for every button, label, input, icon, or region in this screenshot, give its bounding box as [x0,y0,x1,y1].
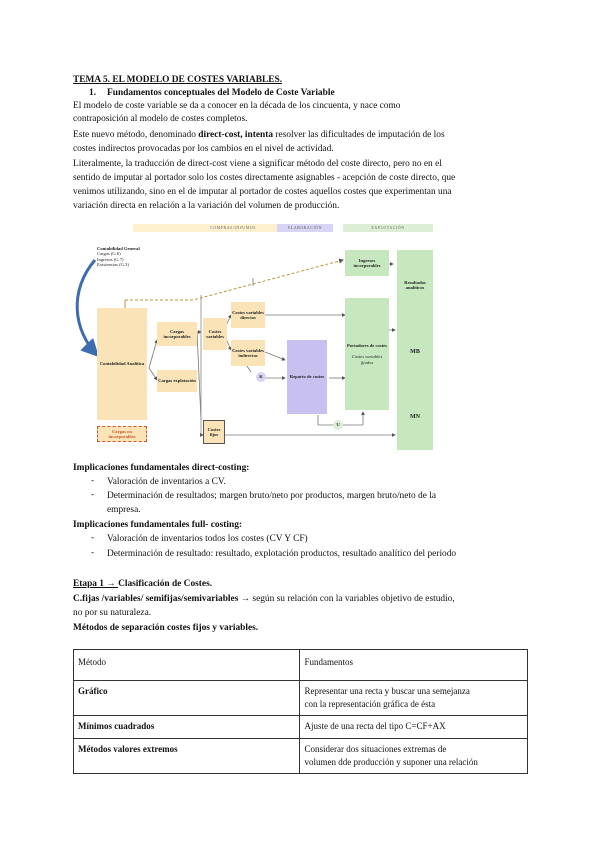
cfijos-line: C.fijas /variables/ semifijas/semivariables → según su relación con la variables objetivo de estudio, [73,594,455,604]
page-title: TEMA 5. EL MODELO DE COSTES VARIABLES. [73,75,283,85]
u-circle: U [333,420,343,430]
paragraph-line: contraposición al modelo de costes completos. [73,114,248,124]
contab-general-line: Ingresos (G.7) [97,256,124,262]
section-number: 1. [89,88,97,98]
paragraph-line: Literalmente, la traducción de direct-cost viene a significar método del coste directo, pero no en el [73,159,442,169]
ingresos-inc-box: Ingresos incorporables [345,250,389,276]
table-cell-fundamento: Representar una recta y buscar una semejanza con la representación gráfica de ésta [300,681,528,716]
cv-directos-box: Costes variables directos [231,302,265,328]
paragraph-line: venimos utilizando, sino en el de imputar al portador de costes aquellos costes que experimentan una [73,187,452,197]
bullet-dash: - [91,533,95,543]
resultados-title: Resultados analíticos [404,279,426,291]
table-cell-fundamento: Ajuste de una recta del tipo C=CF+AX [300,716,528,739]
impl-full-heading: Implicaciones fundamentales full- costing: [73,520,243,530]
paragraph-line: Este nuevo método, denominado direct-cost, intenta resolver las dificultades de imputación de los [73,130,445,140]
bullet-dash: - [91,548,95,558]
metodos-heading: Métodos de separación costes fijos y variables. [73,623,259,633]
bullet-dash: - [91,490,95,500]
cargas-explot-box: Cargas explotación [157,370,197,392]
portadores-box [345,298,389,410]
bullet-dash: - [91,476,95,486]
contab-general-line: Cargas (G.6) [97,251,121,257]
paragraph-line: sentido de imputar al portador solo los costes directamente asignables - acepción de coste directo, que [73,173,456,183]
table-cell-fundamento: Considerar dos situaciones extremas de volumen dde producción y suponer una relación [300,739,528,774]
header-explotacion: EXPLOTACIÓN [343,224,433,232]
k-circle: K [256,372,266,382]
table-cell-metodo: Métodos valores extremos [74,739,300,774]
mn-label: MN [410,413,420,420]
resultados-box [397,250,433,450]
impl-direct-item: Valoración de inventarios a CV. [107,477,226,487]
cargas-noinc-box: Cargas no incorporables [97,426,147,442]
contab-analitica-box: Contabilidad Analítica [97,308,147,420]
reparto-box: Reparto de costes [287,340,327,414]
methods-table [73,649,528,774]
costes-fijos-box: Costes fijos [203,420,225,444]
table-row [74,681,528,716]
mb-label: MB [410,348,420,355]
portadores-title: Portadores de costes [347,342,387,348]
table-cell-metodo: Gráfico [74,681,300,716]
paragraph-line: variación directa en relación a la variación del volumen de producción. [73,201,340,211]
portadores-sub: Costes variables fijados [351,354,383,365]
impl-full-item: Determinación de resultado: resultado, explotación productos, resultado analítico del periodo [107,549,457,559]
contab-general-line: Existencias (G.3) [97,262,129,268]
paragraph-line: El modelo de coste variable se da a conocer en la década de los cincuenta, y nace como [73,101,401,111]
cv-indirectos-box: Costes variables indirectos [231,340,265,366]
cargas-inc-box: Cargas incorporables [157,322,197,346]
table-header-row [74,650,528,681]
header-elaboracion: ELABORACIÓN [277,224,333,232]
etapa-heading: Etapa 1 → Clasificación de Costes. [73,579,213,589]
cfijos-line2: no por su naturaleza. [73,608,152,618]
table-cell-metodo: Mínimos cuadrados [74,716,300,739]
impl-full-item: Valoración de inventarios todos los costes (CV Y CF) [107,534,308,544]
impl-direct-heading: Implicaciones fundamentales direct-costing: [73,463,250,473]
impl-direct-item: Determinación de resultados; margen bruto/neto por productos, margen bruto/neto de la [107,491,436,501]
table-header-cell: Método [74,650,300,681]
contab-general-block [97,246,147,286]
table-header-cell: Fundamentos [300,650,528,681]
table-row [74,716,528,739]
impl-direct-item: empresa. [107,505,141,515]
table-row [74,739,528,774]
cost-model-diagram [73,220,445,460]
section-heading: Fundamentos conceptuales del Modelo de Coste Variable [107,88,335,98]
contab-general-title: Contabilidad General [97,246,140,251]
paragraph-line: costes indirectos provocadas por los cambios en el nivel de actividad. [73,144,334,154]
costes-variables-box: Costes variables [203,318,227,350]
header-compras: COMPRAS/INSUMOS [133,224,333,232]
